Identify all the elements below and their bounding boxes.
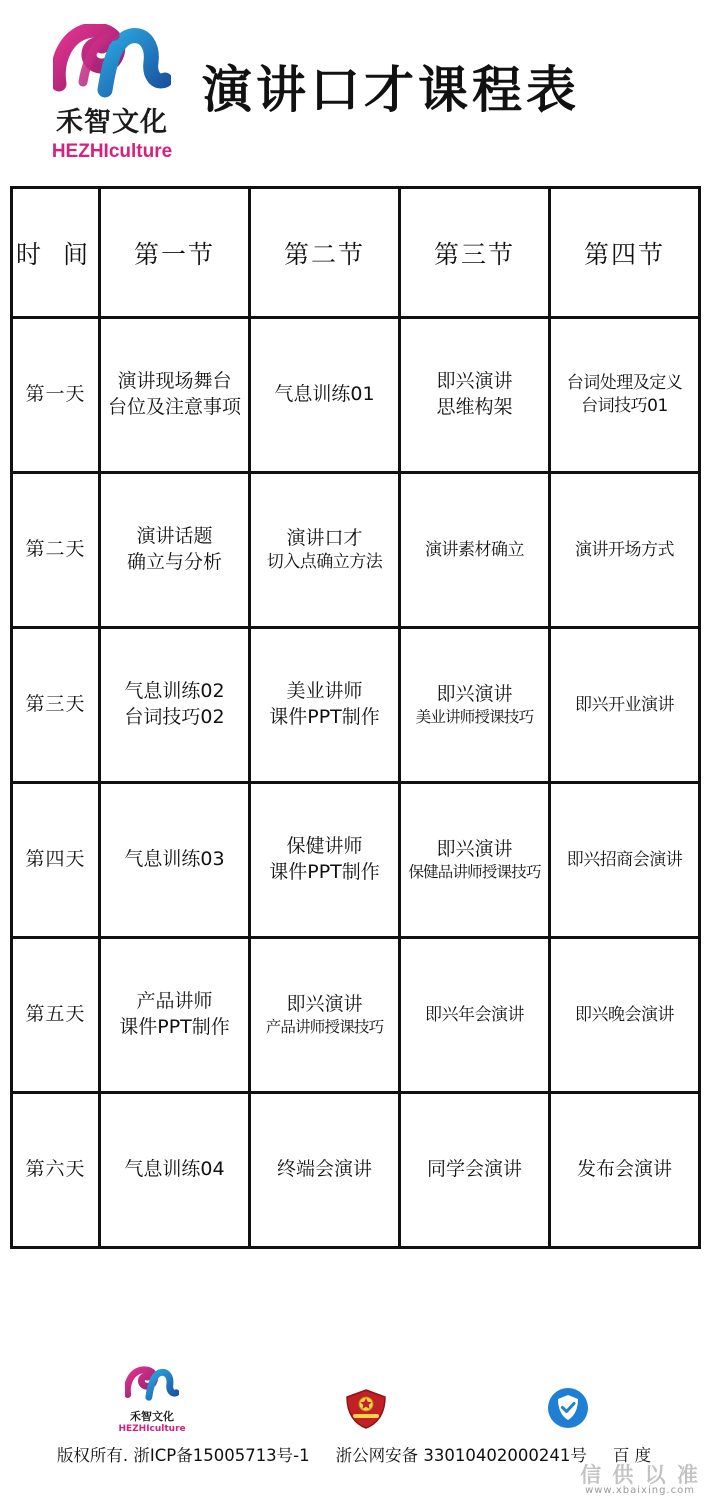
- table-cell: [400, 473, 550, 628]
- row-day-label: 第二天: [12, 473, 100, 628]
- police-emblem-icon: [343, 1388, 389, 1434]
- cell-line: 发布会演讲: [576, 1158, 672, 1181]
- table-cell: [250, 938, 400, 1093]
- table-cell: [100, 783, 250, 938]
- cell-line: 确立与分析: [126, 551, 222, 573]
- table-cell: [100, 473, 250, 628]
- schedule-table-wrapper: [0, 186, 708, 1249]
- table-cell: [550, 938, 700, 1093]
- cell-line: 即兴年会演讲: [425, 1004, 524, 1025]
- table-cell: [550, 318, 700, 473]
- cell-line: 演讲口才: [286, 526, 363, 549]
- cell-line: 课件PPT制作: [269, 706, 380, 728]
- watermark: [580, 1465, 700, 1496]
- table-cell: [400, 938, 550, 1093]
- watermark-main-text: 信 供 以 准: [580, 1463, 700, 1487]
- table-cell: [550, 1093, 700, 1248]
- cell-line: 即兴演讲: [286, 992, 363, 1015]
- table-cell: [550, 473, 700, 628]
- cell-line: 美业讲师: [286, 680, 363, 703]
- page-header: [0, 0, 708, 186]
- cell-line: 气息训练02: [124, 680, 225, 703]
- table-cell: [250, 783, 400, 938]
- page-title: 演讲口才课程表: [202, 60, 580, 119]
- table-row: [12, 318, 700, 473]
- table-row: [12, 938, 700, 1093]
- cell-line: 即兴开业演讲: [575, 694, 674, 715]
- shield-check-icon: [546, 1386, 590, 1434]
- footer-brand-name-cn: 禾智文化: [130, 1410, 175, 1423]
- row-day-label: 第四天: [12, 783, 100, 938]
- column-header-period-2: 第二节: [250, 188, 400, 318]
- cell-line: 台词技巧02: [124, 706, 225, 728]
- cell-line: 台位及注意事项: [107, 396, 241, 418]
- cell-line: 即兴演讲: [436, 682, 513, 705]
- cell-line: 即兴演讲: [436, 370, 513, 393]
- table-cell: [250, 1093, 400, 1248]
- cell-line: 演讲素材确立: [425, 539, 524, 560]
- cell-line: 产品讲师: [136, 990, 213, 1013]
- police-record-text: 浙公网安备 33010402000241号: [335, 1446, 587, 1465]
- cell-line: 课件PPT制作: [119, 1016, 230, 1038]
- cell-line: 课件PPT制作: [269, 861, 380, 883]
- brand-name-cn: 禾智文化: [56, 106, 168, 138]
- footer-brand-badge: [118, 1365, 185, 1434]
- brand-logo: [36, 24, 188, 163]
- row-day-label: 第五天: [12, 938, 100, 1093]
- table-cell: [100, 938, 250, 1093]
- table-row: [12, 473, 700, 628]
- hezhi-logo-icon: [53, 24, 171, 98]
- watermark-sub-text: www.xbaixing.com: [585, 1485, 695, 1496]
- table-row: [12, 628, 700, 783]
- cell-line: 台词技巧01: [581, 396, 668, 416]
- column-header-period-1: 第一节: [100, 188, 250, 318]
- column-header-time: 时 间: [12, 188, 100, 318]
- cell-line: 演讲现场舞台: [117, 370, 232, 393]
- cell-line: 气息训练01: [274, 383, 375, 406]
- cell-line: 即兴招商会演讲: [566, 849, 683, 870]
- cell-line: 演讲话题: [136, 525, 213, 548]
- cell-line: 切入点确立方法: [266, 552, 383, 573]
- trust-badge[interactable]: [546, 1386, 590, 1434]
- table-cell: [250, 628, 400, 783]
- table-cell: [100, 318, 250, 473]
- police-badge[interactable]: [343, 1388, 389, 1434]
- table-cell: [400, 628, 550, 783]
- table-cell: [100, 628, 250, 783]
- table-cell: [400, 1093, 550, 1248]
- table-cell: [550, 628, 700, 783]
- cell-line: 同学会演讲: [426, 1158, 522, 1181]
- hezhi-logo-small-icon: [125, 1365, 179, 1407]
- schedule-table: [10, 186, 701, 1249]
- cell-line: 思维构架: [436, 396, 513, 418]
- cell-line: 演讲开场方式: [575, 539, 674, 560]
- cell-line: 保健讲师: [286, 835, 363, 858]
- table-row: [12, 783, 700, 938]
- cell-line: 终端会演讲: [276, 1158, 372, 1181]
- copyright-text: 版权所有. 浙ICP备15005713号-1: [56, 1446, 310, 1465]
- table-cell: [250, 473, 400, 628]
- column-header-period-3: 第三节: [400, 188, 550, 318]
- cell-line: 气息训练04: [124, 1158, 225, 1181]
- cell-line: 美业讲师授课技巧: [415, 708, 534, 727]
- cell-line: 保健品讲师授课技巧: [408, 863, 541, 882]
- cell-line: 即兴演讲: [436, 837, 513, 860]
- table-cell: [250, 318, 400, 473]
- cell-line: 产品讲师授课技巧: [265, 1018, 384, 1037]
- table-cell: [100, 1093, 250, 1248]
- table-row: [12, 1093, 700, 1248]
- table-cell: [400, 783, 550, 938]
- row-day-label: 第三天: [12, 628, 100, 783]
- table-cell: [550, 783, 700, 938]
- brand-name-en: HEZHIculture: [51, 140, 173, 162]
- page-footer: [0, 1350, 708, 1500]
- cell-line: 台词处理及定义: [566, 373, 683, 394]
- table-header-row: [12, 188, 700, 318]
- table-cell: [400, 318, 550, 473]
- cell-line: 气息训练03: [124, 848, 225, 871]
- row-day-label: 第一天: [12, 318, 100, 473]
- column-header-period-4: 第四节: [550, 188, 700, 318]
- footer-badges: [0, 1350, 708, 1434]
- cell-line: 即兴晚会演讲: [575, 1004, 674, 1025]
- row-day-label: 第六天: [12, 1093, 100, 1248]
- footer-brand-name-en: HEZHIculture: [118, 1424, 186, 1434]
- baidu-label[interactable]: 百 度: [612, 1446, 652, 1465]
